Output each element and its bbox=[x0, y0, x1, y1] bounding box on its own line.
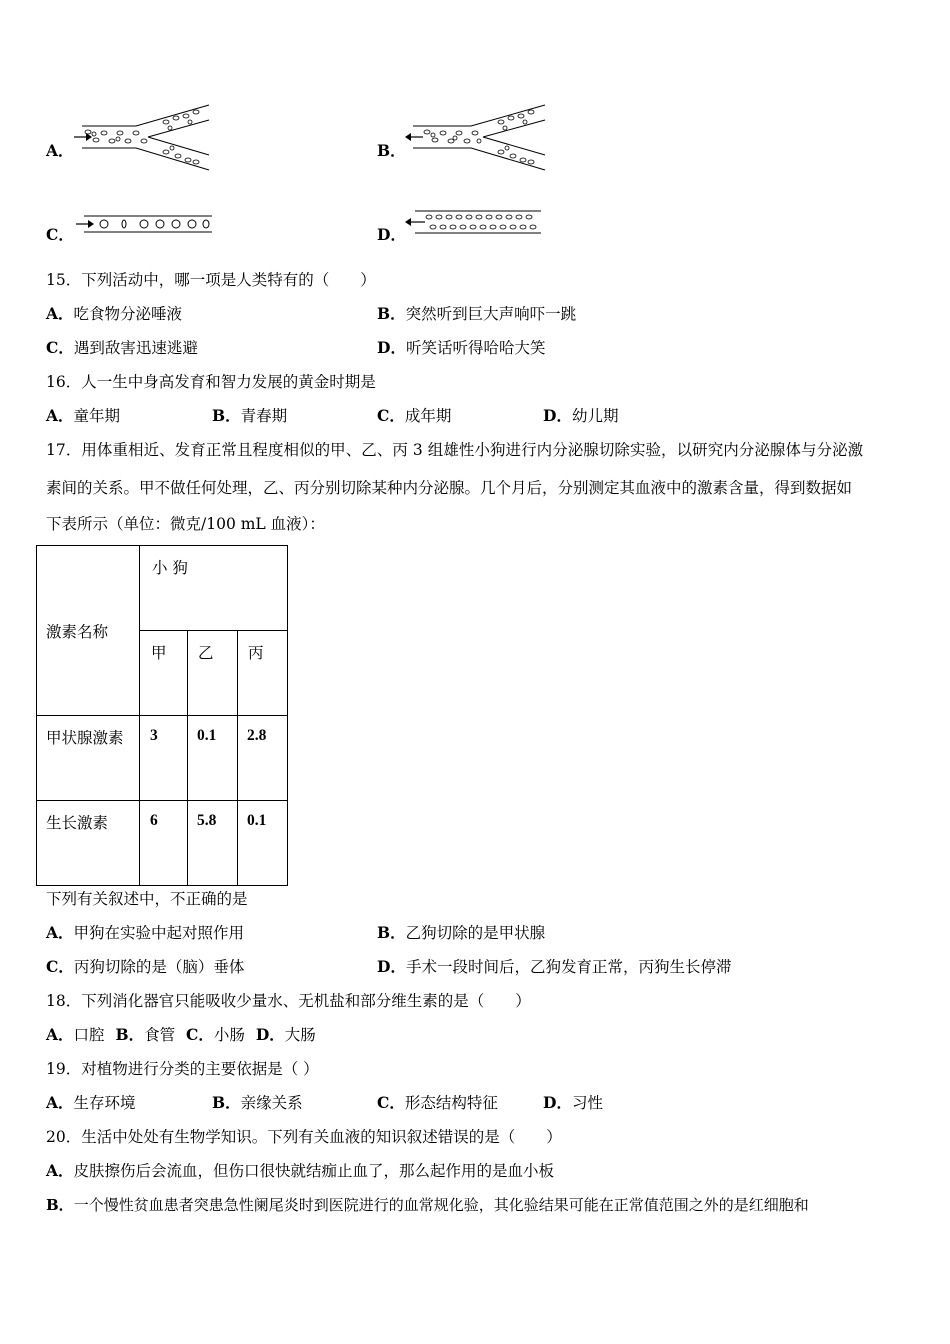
option-text: 童年期 bbox=[73, 407, 121, 425]
straight-vessel-arrow-left-diagram bbox=[405, 206, 545, 238]
option-letter: C． bbox=[46, 957, 74, 976]
option-text: 小肠 bbox=[213, 1026, 245, 1044]
option-letter: B． bbox=[377, 304, 406, 323]
option-letter: A． bbox=[46, 923, 74, 942]
hormone-name-header: 激素名称 bbox=[46, 622, 109, 641]
option-letter: C． bbox=[377, 406, 405, 425]
table-header-group bbox=[140, 546, 288, 631]
option-text: 乙狗切除的是甲状腺 bbox=[405, 924, 546, 942]
q20-option-a[interactable] bbox=[46, 1161, 554, 1181]
cell-value: 5.8 bbox=[197, 812, 217, 829]
option-letter: D． bbox=[543, 1093, 572, 1112]
q15-option-a[interactable] bbox=[46, 304, 182, 324]
table-row bbox=[37, 716, 288, 801]
table-row bbox=[37, 801, 288, 886]
cell-value: 2.8 bbox=[247, 727, 267, 744]
q18-option-c[interactable] bbox=[186, 1026, 245, 1044]
arrow-right-icon bbox=[76, 220, 94, 228]
option-letter: D． bbox=[377, 338, 406, 357]
q17-option-b[interactable] bbox=[377, 923, 545, 943]
q17-option-d[interactable] bbox=[377, 957, 731, 977]
row-label-cell bbox=[37, 801, 140, 886]
table-cell bbox=[238, 716, 288, 801]
option-letter: C． bbox=[377, 1093, 405, 1112]
branching-vessel-arrow-left-diagram bbox=[405, 100, 550, 175]
q14-option-c[interactable] bbox=[46, 225, 74, 245]
q19-option-c[interactable] bbox=[377, 1093, 498, 1113]
arrow-left-icon bbox=[405, 218, 425, 226]
table-cell bbox=[188, 716, 238, 801]
column-header-yi bbox=[188, 631, 238, 716]
column-header-jia bbox=[140, 631, 188, 716]
option-text: 甲狗在实验中起对照作用 bbox=[73, 924, 245, 942]
cell-value: 3 bbox=[150, 727, 158, 744]
q14-option-d[interactable] bbox=[377, 225, 406, 245]
option-text: 食管 bbox=[144, 1026, 176, 1044]
option-letter: B． bbox=[377, 923, 406, 942]
option-letter: D． bbox=[543, 406, 572, 425]
option-letter: A． bbox=[46, 304, 74, 323]
q16-option-d[interactable] bbox=[543, 406, 618, 426]
option-letter: B． bbox=[115, 1025, 145, 1044]
option-letter: A． bbox=[46, 1025, 74, 1044]
option-letter: C． bbox=[186, 1025, 214, 1044]
column-header-label: 丙 bbox=[248, 644, 264, 662]
option-text: 成年期 bbox=[404, 407, 452, 425]
option-text: 青春期 bbox=[240, 407, 288, 425]
q19-option-d[interactable] bbox=[543, 1093, 603, 1113]
q18-options bbox=[46, 1025, 316, 1045]
option-letter: C． bbox=[46, 338, 74, 357]
q19-stem: 19．对植物进行分类的主要依据是（ ） bbox=[46, 1060, 319, 1078]
q14-option-a[interactable] bbox=[46, 141, 74, 161]
column-header-bing bbox=[238, 631, 288, 716]
option-letter: B． bbox=[212, 406, 241, 425]
cell-value: 0.1 bbox=[197, 727, 217, 744]
option-text: 幼儿期 bbox=[571, 407, 619, 425]
arrow-left-icon bbox=[405, 133, 423, 141]
q14-option-b[interactable] bbox=[377, 141, 406, 161]
option-letter: A． bbox=[46, 141, 74, 160]
table-header-hormone-name bbox=[37, 546, 140, 716]
q17-stem-line-1: 17．用体重相近、发育正常且程度相似的甲、乙、丙 3 组雄性小狗进行内分泌腺切除实验，以研究内分泌腺体与分泌激 bbox=[46, 441, 864, 459]
option-letter: B． bbox=[212, 1093, 241, 1112]
table-cell bbox=[188, 801, 238, 886]
q16-option-c[interactable] bbox=[377, 406, 451, 426]
q17-question: 下列有关叙述中，不正确的是 bbox=[46, 890, 248, 908]
table-cell bbox=[140, 716, 188, 801]
q17-stem-line-2: 素间的关系。甲不做任何处理，乙、丙分别切除某种内分泌腺。几个月后，分别测定其血液中的激素含量，得到数据如 bbox=[46, 479, 853, 497]
cell-value: 6 bbox=[150, 812, 158, 829]
hormone-data-table bbox=[36, 545, 288, 886]
option-text: 手术一段时间后，乙狗发育正常，丙狗生长停滞 bbox=[405, 958, 732, 976]
option-text: 亲缘关系 bbox=[240, 1094, 303, 1112]
q15-option-d[interactable] bbox=[377, 338, 545, 358]
option-text: 吃食物分泌唾液 bbox=[73, 305, 183, 323]
option-text: 突然听到巨大声响吓一跳 bbox=[405, 305, 577, 323]
option-letter: D． bbox=[377, 225, 406, 244]
option-letter: D． bbox=[255, 1025, 285, 1044]
single-file-capillary-arrow-right-diagram bbox=[74, 208, 214, 238]
column-header-label: 乙 bbox=[198, 644, 214, 662]
puppy-group-header: 小 狗 bbox=[152, 559, 188, 577]
q16-option-a[interactable] bbox=[46, 406, 120, 426]
q16-option-b[interactable] bbox=[212, 406, 287, 426]
q18-stem: 18．下列消化器官只能吸收少量水、无机盐和部分维生素的是（ ） bbox=[46, 992, 531, 1010]
table-cell bbox=[140, 801, 188, 886]
q17-option-a[interactable] bbox=[46, 923, 244, 943]
option-text: 口腔 bbox=[73, 1026, 105, 1044]
option-letter: B． bbox=[46, 1196, 74, 1214]
option-text: 皮肤擦伤后会流血，但伤口很快就结痂止血了，那么起作用的是血小板 bbox=[73, 1162, 555, 1180]
cell-value: 0.1 bbox=[247, 812, 267, 829]
option-letter: D． bbox=[377, 957, 406, 976]
option-text: 听笑话听得哈哈大笑 bbox=[405, 339, 546, 357]
option-text: 遇到敌害迅速逃避 bbox=[73, 339, 198, 357]
q15-option-c[interactable] bbox=[46, 338, 198, 358]
q16-stem: 16．人一生中身高发育和智力发展的黄金时期是 bbox=[46, 373, 376, 391]
column-header-label: 甲 bbox=[151, 644, 167, 662]
q20-option-b[interactable] bbox=[46, 1195, 809, 1215]
option-letter: A． bbox=[46, 406, 74, 425]
option-text: 丙狗切除的是（脑）垂体 bbox=[73, 958, 245, 976]
option-letter: A． bbox=[46, 1161, 74, 1180]
option-text: 形态结构特征 bbox=[404, 1094, 498, 1112]
q18-option-b[interactable] bbox=[115, 1026, 175, 1044]
q17-option-c[interactable] bbox=[46, 957, 244, 977]
branching-vessel-arrow-right-diagram bbox=[74, 100, 214, 175]
option-text: 生存环境 bbox=[73, 1094, 136, 1112]
q18-option-d[interactable] bbox=[256, 1026, 316, 1044]
q20-stem: 20．生活中处处有生物学知识。下列有关血液的知识叙述错误的是（ ） bbox=[46, 1128, 562, 1146]
q18-option-a[interactable] bbox=[46, 1026, 105, 1044]
option-text: 大肠 bbox=[284, 1026, 316, 1044]
q19-option-a[interactable] bbox=[46, 1093, 136, 1113]
q15-stem: 15．下列活动中，哪一项是人类特有的（ ） bbox=[46, 271, 376, 289]
row-label: 甲状腺激素 bbox=[46, 729, 124, 747]
option-text: 习性 bbox=[571, 1094, 603, 1112]
row-label-cell bbox=[37, 716, 140, 801]
q15-option-b[interactable] bbox=[377, 304, 576, 324]
table-cell bbox=[238, 801, 288, 886]
q17-stem-line-3: 下表所示（单位：微克/100 mL 血液）： bbox=[46, 515, 325, 533]
q19-option-b[interactable] bbox=[212, 1093, 303, 1113]
row-label: 生长激素 bbox=[46, 814, 109, 832]
option-letter: B． bbox=[377, 141, 406, 160]
option-letter: A． bbox=[46, 1093, 74, 1112]
option-text: 一个慢性贫血患者突患急性阑尾炎时到医院进行的血常规化验，其化验结果可能在正常值范围之外的是红细胞和 bbox=[73, 1196, 809, 1214]
option-letter: C． bbox=[46, 225, 74, 244]
